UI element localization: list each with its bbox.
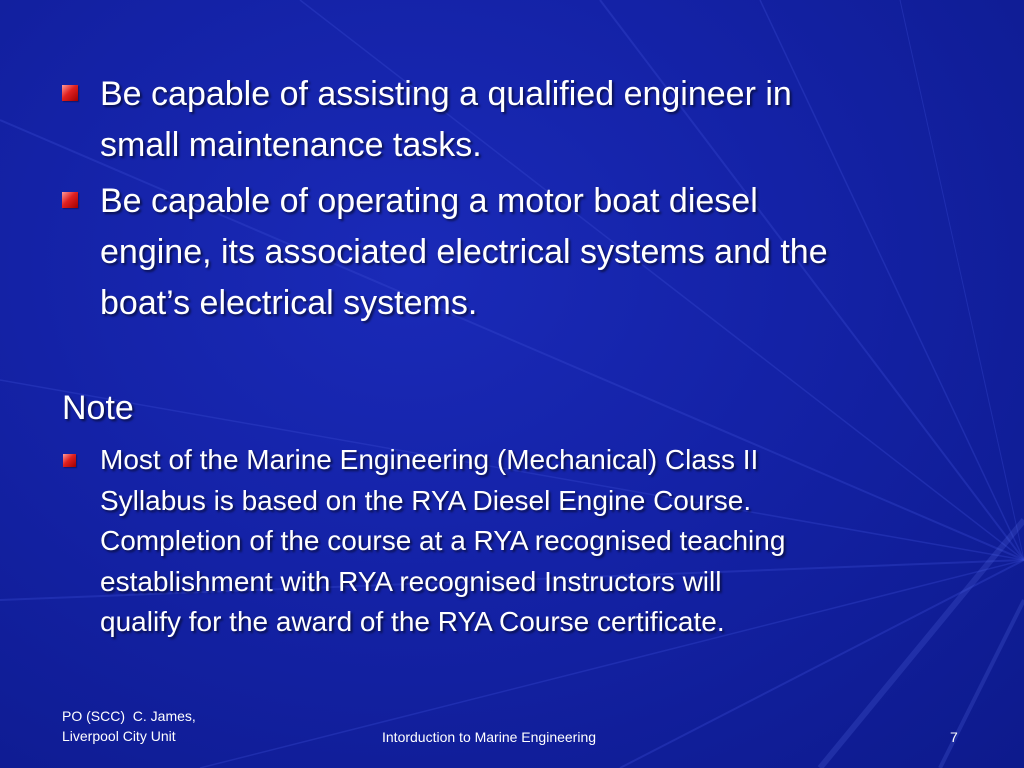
bullet-marker-1 (62, 85, 78, 101)
note-line-5: qualify for the award of the RYA Course certificate. (100, 606, 725, 637)
bullet-1-line-2: small maintenance tasks. (100, 126, 482, 164)
footer-author (62, 706, 196, 746)
page-number: 7 (950, 729, 958, 745)
bullet-2-line-2: engine, its associated electrical systems and the (100, 233, 828, 271)
footer-author-line-1: PO (SCC) C. James, (62, 708, 196, 724)
bullet-text-1 (100, 69, 990, 171)
bullet-marker-2 (62, 192, 78, 208)
note-line-3: Completion of the course at a RYA recognised teaching (100, 525, 786, 556)
footer-title: Intorduction to Marine Engineering (382, 729, 597, 745)
note-heading: Note (62, 389, 134, 427)
bullet-text-2 (100, 176, 990, 329)
note-bullet-text (100, 440, 980, 643)
note-line-2: Syllabus is based on the RYA Diesel Engine Course. (100, 484, 752, 516)
bullet-2-line-1: Be capable of operating a motor boat diesel (100, 182, 758, 220)
bullet-marker-3 (63, 454, 76, 467)
footer-author-line-2: Liverpool City Unit (62, 728, 176, 744)
bullet-2-line-3: boat’s electrical systems. (100, 284, 478, 322)
bullet-1-line-1: Be capable of assisting a qualified engineer in (100, 75, 792, 113)
note-line-4: establishment with RYA recognised Instructors will (100, 565, 722, 597)
note-line-1: Most of the Marine Engineering (Mechanical) Class II (100, 444, 759, 475)
